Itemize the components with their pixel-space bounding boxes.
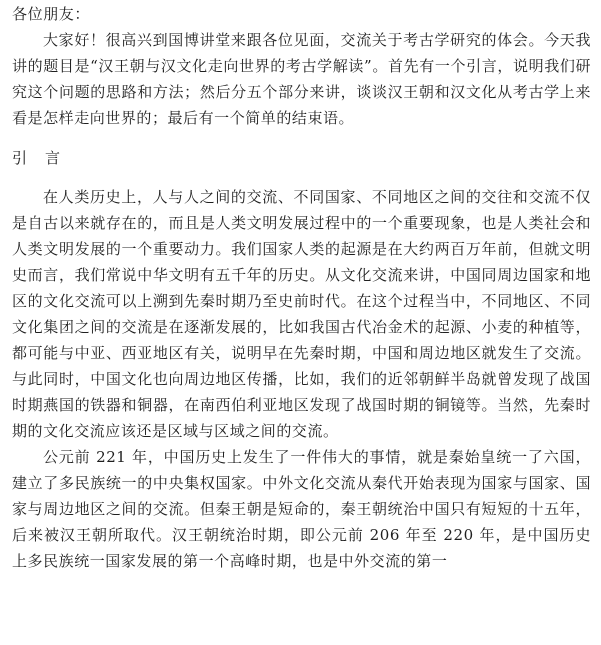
section-heading: 引言 <box>12 149 79 167</box>
body-paragraph: 在人类历史上，人与人之间的交流、不同国家、不同地区之间的交往和交流不仅是自古以来就存在的，而且是人类文明发展过程中的一个重要现象，也是人类社会和人类文明发展的一个重要动力。我们国家人类的起源是在大约两百万年前，但就文明史而言，我们常说中华文明有五千年的历史。从文化交流来讲，中国同周边国家和地区的文化交流可以上溯到先秦时期乃至史前时代。在这个过程当中，不同地区、不同文化集团之间的交流是在逐渐发展的，比如我国古代冶金术的起源、小麦的种植等，都可能与中亚、西亚地区有关，说明早在先秦时期，中国和周边地区就发生了交流。与此同时，中国文化也向周边地区传播，比如，我们的近邻朝鲜半岛就曾发现了战国时期燕国的铁器和铜器，在南西伯利亚地区发现了战国时期的铜镜等。当然，先秦时期的文化交流应该还是区域与区域之间的交流。 <box>12 188 591 440</box>
body-paragraph: 公元前 221 年，中国历史上发生了一件伟大的事情，就是秦始皇统一了六国，建立了多民族统一的中央集权国家。中外文化交流从秦代开始表现为国家与国家、国家与周边地区之间的交流。但秦王朝是短命的，秦王朝统治中国只有短短的十五年，后来被汉王朝所取代。汉王朝统治时期，即公元前 206 年至 220 年，是中国历史上多民族统一国家发展的第一个高峰时期，也是中外交流的第一 <box>12 448 591 570</box>
intro-paragraph: 大家好！很高兴到国博讲堂来跟各位见面，交流关于考古学研究的体会。今天我讲的题目是“汉王朝与汉文化走向世界的考古学解读”。首先有一个引言，说明我们研究这个问题的思路和方法；然后分五个部分来讲，谈谈汉王朝和汉文化从考古学上来看是怎样走向世界的；最后有一个简单的结束语。 <box>12 31 591 127</box>
salutation: 各位朋友： <box>12 5 91 23</box>
